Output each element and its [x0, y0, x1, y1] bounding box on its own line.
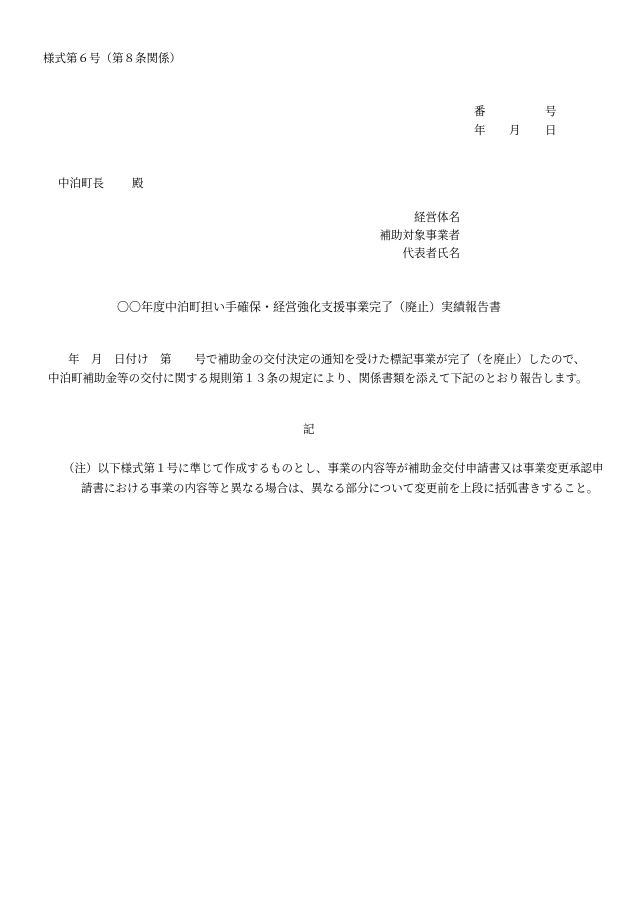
addressee: [58, 178, 144, 190]
addressee-honorific: 殿: [132, 176, 144, 190]
applicant-block: [300, 212, 460, 272]
addressee-name: 中泊町長: [58, 176, 104, 190]
management-name-label: 経営体名: [414, 210, 460, 224]
body-paragraph: [48, 350, 588, 388]
target-business-label: 補助対象事業者: [379, 228, 460, 242]
date-month-label: 月: [509, 123, 521, 137]
representative-label: 代表者氏名: [402, 246, 460, 260]
note-paragraph: （注）以下様式第１号に準じて作成するものとし、事業の内容等が補助金交付申請書又は事業変更承認申請書における事業の内容等と異なる場合は、異なる部分について変更前を上段に括弧書きすること。: [63, 461, 604, 495]
number-ban-label: 番: [474, 104, 486, 118]
body-text: 年 月 日付け 第 号で補助金の交付決定の通知を受けた標記事業が完了（を廃止）したので、中泊町補助金等の交付に関する規則第１３条の規定により、関係書類を添えて下記のとおり報告します。: [48, 352, 588, 385]
form-number: 様式第６号（第８条関係）: [43, 51, 181, 65]
document-title: 〇〇年度中泊町担い手確保・経営強化支援事業完了（廃止）実績報告書: [117, 300, 502, 314]
date-day-label: 日: [545, 123, 557, 137]
ki-heading: 記: [303, 422, 315, 436]
date-year-label: 年: [474, 123, 486, 137]
number-go-label: 号: [545, 104, 557, 118]
